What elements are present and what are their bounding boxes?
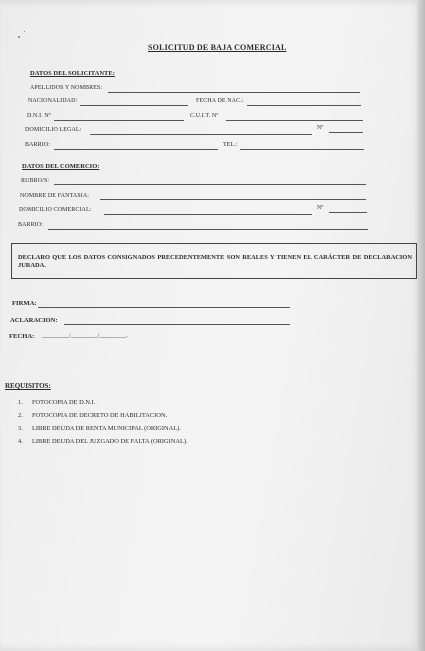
section-heading-solicitante: DATOS DEL SOLICITANTE: <box>30 70 115 77</box>
apellidos-label: APELLIDOS Y NOMBRES: <box>30 85 103 91</box>
comercio-numero-label: Nº <box>317 205 324 211</box>
nombre-fantasia-label: NOMBRE DE FANTASIA: <box>20 193 89 199</box>
domicilio-numero-field[interactable] <box>329 132 363 133</box>
fecha-nac-field[interactable] <box>247 105 361 106</box>
declaration-box <box>11 243 417 279</box>
barrio-field[interactable] <box>54 149 218 150</box>
rubro-label: RUBRO/S: <box>21 178 50 184</box>
dni-label: D.N.I. Nº <box>27 113 51 119</box>
paper-speck <box>18 36 20 38</box>
declaration-text: DECLARO QUE LOS DATOS CONSIGNADOS PRECEDENTEMENTE SON REALES Y TIENEN EL CARÁCTER DE DECLARACION JURADA. <box>18 254 412 269</box>
dni-field[interactable] <box>54 120 184 121</box>
fecha-label: FECHA: <box>9 333 35 340</box>
domicilio-numero-label: Nº <box>317 125 324 131</box>
nacionalidad-field[interactable] <box>80 105 188 106</box>
domicilio-comercial-field[interactable] <box>104 214 312 215</box>
paper-speck <box>24 31 25 32</box>
tel-label: TEL.: <box>223 142 238 148</box>
nacionalidad-label: NACIONALIDAD: <box>28 98 78 104</box>
barrio-label: BARRIO: <box>25 142 51 148</box>
requisito-number: 1. <box>18 399 23 406</box>
firma-field[interactable] <box>38 307 290 308</box>
requisito-number: 3. <box>18 425 23 432</box>
fecha-nac-label: FECHA DE NAC.: <box>196 98 244 104</box>
cuit-label: C.U.I.T. Nº <box>190 113 219 119</box>
domicilio-comercial-label: DOMICILIO COMERCIAL: <box>19 207 92 213</box>
comercio-numero-field[interactable] <box>329 212 367 213</box>
requisito-item: LIBRE DEUDA DEL JUZGADO DE FALTA (ORIGINAL). <box>32 438 188 445</box>
form-title: SOLICITUD DE BAJA COMERCIAL <box>148 43 287 52</box>
requisito-item: FOTOCOPIA DE DECRETO DE HABILITACION. <box>32 412 168 419</box>
section-heading-comercio: DATOS DEL COMERCIO: <box>22 163 100 170</box>
comercio-barrio-label: BARRIO: <box>18 222 44 228</box>
firma-label: FIRMA: <box>12 300 37 307</box>
cuit-field[interactable] <box>226 120 363 121</box>
page-edge-shadow <box>417 0 425 651</box>
requisito-item: LIBRE DEUDA DE RENTA MUNICIPAL (ORIGINAL). <box>32 425 181 432</box>
nombre-fantasia-field[interactable] <box>100 199 366 200</box>
apellidos-field[interactable] <box>108 92 360 93</box>
requisitos-heading: REQUISITOS: <box>5 382 51 390</box>
fecha-field[interactable]: _________/_________/_________. <box>42 333 128 339</box>
requisito-number: 4. <box>18 438 23 445</box>
requisito-item: FOTOCOPIA DE D.N.I. <box>32 399 96 406</box>
comercio-barrio-field[interactable] <box>48 229 368 230</box>
requisito-number: 2. <box>18 412 23 419</box>
aclaracion-label: ACLARACION: <box>10 317 58 324</box>
domicilio-legal-label: DOMICILIO LEGAL: <box>25 127 82 133</box>
tel-field[interactable] <box>240 149 364 150</box>
aclaracion-field[interactable] <box>64 324 290 325</box>
domicilio-legal-field[interactable] <box>90 134 312 135</box>
rubro-field[interactable] <box>54 184 366 185</box>
